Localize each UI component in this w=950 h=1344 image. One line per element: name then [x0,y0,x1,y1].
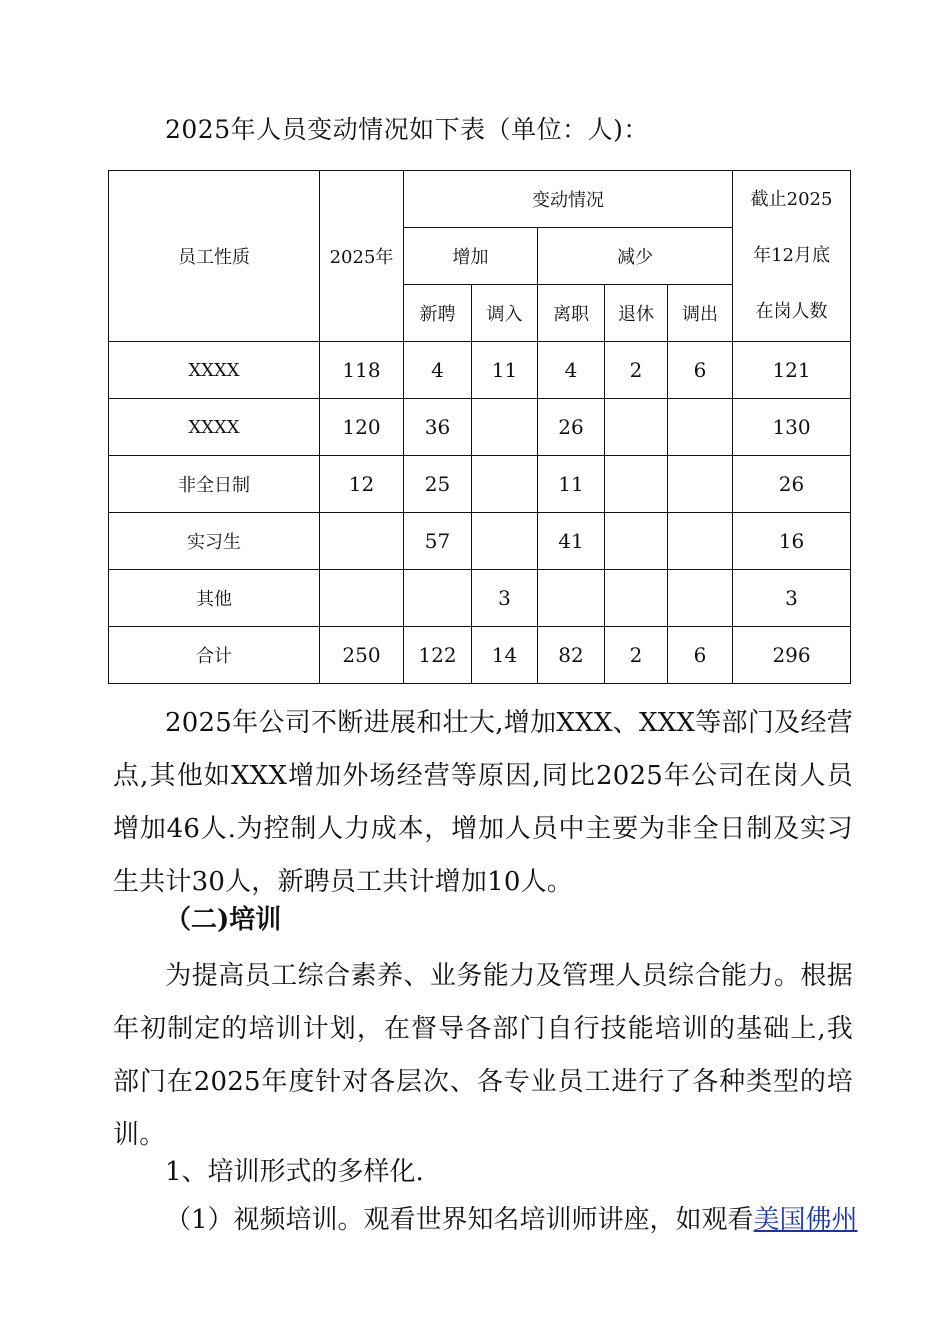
cell-end-count: 3 [733,570,851,627]
cell-transfer-in: 14 [472,627,538,684]
cell-retire [605,399,668,456]
cell-end-count: 296 [733,627,851,684]
cell-resign [538,570,605,627]
cell-retire: 2 [605,342,668,399]
cell-transfer-in: 11 [472,342,538,399]
training-text: 为提高员工综合素养、业务能力及管理人员综合能力。根据年初制定的培训计划，在督导各部门自行技能培训的基础上,我部门在2025年度针对各层次、各专业员工进行了各种类型的培训。 [113,961,853,1150]
cell-type: 非全日制 [109,456,320,513]
cell-new-hire: 122 [404,627,472,684]
header-year: 2025年 [320,171,404,342]
cell-retire [605,513,668,570]
staff-change-table [108,170,851,684]
header-transfer-out: 调出 [668,285,733,342]
cell-transfer-in [472,399,538,456]
cell-transfer-in: 3 [472,570,538,627]
cell-type: 合计 [109,627,320,684]
cell-retire [605,456,668,513]
cell-transfer-in [472,456,538,513]
cell-transfer-out [668,513,733,570]
header-change: 变动情况 [404,171,733,228]
cell-resign: 4 [538,342,605,399]
cell-year: 12 [320,456,404,513]
cell-end-count: 121 [733,342,851,399]
header-type: 员工性质 [109,171,320,342]
cell-new-hire: 36 [404,399,472,456]
training-item-2 [165,1200,858,1240]
header-increase: 增加 [404,228,538,285]
cell-transfer-out [668,399,733,456]
cell-transfer-out [668,570,733,627]
cell-new-hire: 4 [404,342,472,399]
table-row [109,570,851,627]
cell-year: 118 [320,342,404,399]
training-paragraph [113,950,853,1162]
header-end-line2: 年12月底 [753,245,830,266]
table-row [109,456,851,513]
training-item-1: 1、培训形式的多样化. [165,1157,424,1187]
header-end-count [733,171,851,342]
cell-type: 实习生 [109,513,320,570]
cell-type: XXXX [109,342,320,399]
cell-transfer-in [472,513,538,570]
cell-resign: 26 [538,399,605,456]
cell-end-count: 16 [733,513,851,570]
cell-end-count: 26 [733,456,851,513]
cell-retire [605,570,668,627]
cell-resign: 41 [538,513,605,570]
table-row [109,399,851,456]
cell-type: XXXX [109,399,320,456]
table-row [109,513,851,570]
header-transfer-in: 调入 [472,285,538,342]
cell-resign: 82 [538,627,605,684]
table-row [109,342,851,399]
cell-year [320,570,404,627]
table-row-total [109,627,851,684]
cell-new-hire [404,570,472,627]
section-heading-training: （二)培训 [165,905,282,935]
cell-retire: 2 [605,627,668,684]
cell-transfer-out [668,456,733,513]
cell-year: 120 [320,399,404,456]
cell-year: 250 [320,627,404,684]
cell-transfer-out: 6 [668,342,733,399]
training-item-2-text: （1）视频培训。观看世界知名培训师讲座，如观看 [165,1205,754,1235]
header-decrease: 减少 [538,228,733,285]
cell-new-hire: 57 [404,513,472,570]
header-end-line3: 在岗人数 [755,301,828,322]
cell-transfer-out: 6 [668,627,733,684]
cell-end-count: 130 [733,399,851,456]
header-new-hire: 新聘 [404,285,472,342]
staff-change-text: 2025年公司不断进展和壮大,增加XXX、XXX等部门及经营点,其他如XXX增加外场经营等原因,同比2025年公司在岗人员增加46人.为控制人力成本，增加人员中主要为非全日制及实习生共计30人，新聘员工共计增加10人。 [113,708,853,897]
header-retire: 退休 [605,285,668,342]
staff-change-paragraph [113,697,853,909]
cell-type: 其他 [109,570,320,627]
table-intro: 2025年人员变动情况如下表（单位：人)： [165,115,649,144]
training-item-2-link[interactable]: 美国佛州 [753,1205,858,1235]
cell-year [320,513,404,570]
cell-new-hire: 25 [404,456,472,513]
cell-resign: 11 [538,456,605,513]
header-resign: 离职 [538,285,605,342]
header-end-line1: 截止2025 [750,189,833,210]
